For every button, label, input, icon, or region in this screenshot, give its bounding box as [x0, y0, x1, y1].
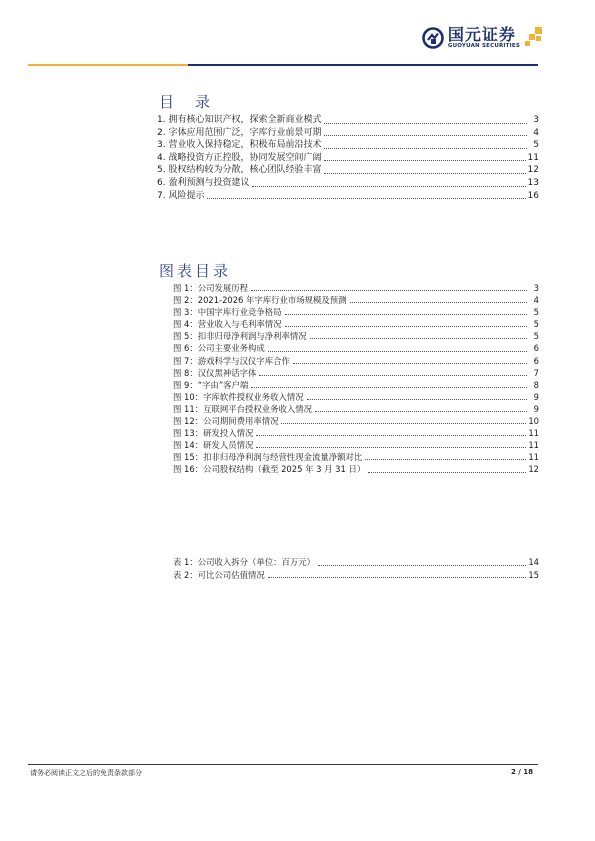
toc-entry-label: 5. 股权结构较为分散，核心团队经验丰富	[157, 165, 322, 176]
figure-entry-label: 图 13：研发投入情况	[173, 428, 254, 439]
figure-entry-label: 图 4：营业收入与毛利率情况	[173, 319, 282, 330]
table-entry-page: 15	[528, 569, 539, 580]
figure-entry[interactable]	[173, 379, 539, 391]
toc-entry-page: 4	[533, 127, 539, 138]
figures-list	[173, 282, 539, 476]
figure-entry-label: 图 5：扣非归母净利润与净利率情况	[173, 331, 307, 342]
figure-entry-page: 11	[528, 440, 539, 451]
figure-entry-page: 6	[533, 343, 539, 354]
figure-entry[interactable]	[173, 306, 539, 318]
figure-entry-page: 5	[533, 331, 539, 342]
table-entry[interactable]	[173, 556, 539, 569]
toc-entry-label: 2. 字体应用范围广泛，字库行业前景可期	[157, 127, 322, 138]
footer-divider	[28, 764, 538, 765]
figure-entry-label: 图 11：互联网平台授权业务收入情况	[173, 403, 312, 414]
company-logo	[422, 23, 543, 53]
figure-entry[interactable]	[173, 439, 539, 451]
figure-entry[interactable]	[173, 355, 539, 367]
figure-entry-label: 图 2：2021-2026 年字库行业市场规模及预测	[173, 295, 347, 306]
toc-list	[157, 114, 539, 202]
dot-leader	[268, 351, 527, 352]
dot-leader	[251, 387, 527, 388]
toc-entry[interactable]	[157, 164, 539, 177]
page-number: 2 / 18	[510, 768, 533, 776]
toc-title: 目 录	[159, 93, 214, 111]
toc-entry-label: 6. 盈利预测与投资建议	[157, 177, 250, 188]
toc-entry[interactable]	[157, 114, 539, 127]
footer-disclaimer: 请务必阅读正文之后的免责条款部分	[30, 769, 142, 777]
toc-entry[interactable]	[157, 190, 539, 203]
toc-entry[interactable]	[157, 152, 539, 165]
figure-entry-label: 图 9：“字由”客户端	[173, 379, 249, 390]
figure-entry-page: 6	[533, 355, 539, 366]
logo-squares-icon	[523, 27, 543, 49]
table-entry-label: 表 2：可比公司估值情况	[173, 569, 265, 580]
dot-leader	[256, 435, 526, 436]
toc-entry-page: 3	[533, 115, 539, 125]
logo-english-name: GUOYUAN SECURITIES	[447, 43, 520, 49]
dot-leader	[324, 173, 525, 174]
dot-leader	[324, 148, 527, 149]
figure-entry-page: 7	[533, 367, 539, 378]
toc-entry[interactable]	[157, 127, 539, 140]
dot-leader	[256, 447, 526, 448]
figures-title: 图表目录	[159, 262, 232, 280]
dot-leader	[285, 314, 528, 315]
figure-entry-page: 10	[528, 416, 539, 427]
dot-leader	[259, 375, 527, 376]
figure-entry[interactable]	[173, 391, 539, 403]
dot-leader	[324, 123, 527, 124]
dot-leader	[285, 326, 528, 327]
figure-entry[interactable]	[173, 342, 539, 354]
toc-entry-page: 12	[527, 165, 539, 176]
toc-entry[interactable]	[157, 177, 539, 190]
figure-entry-page: 4	[533, 295, 539, 306]
dot-leader	[350, 302, 527, 303]
figure-entry-page: 9	[533, 391, 539, 402]
figure-entry[interactable]	[173, 403, 539, 415]
figure-entry[interactable]	[173, 415, 539, 427]
figure-entry-page: 8	[533, 379, 539, 390]
figure-entry-page: 12	[528, 464, 539, 475]
dot-leader	[307, 399, 527, 400]
guoyuan-logo-icon	[422, 27, 444, 49]
figure-entry-label: 图 15：扣非归母净利润与经营性现金流量净额对比	[173, 452, 363, 463]
dot-leader	[207, 198, 525, 199]
dot-leader	[324, 160, 525, 161]
dot-leader	[315, 411, 527, 412]
figure-entry[interactable]	[173, 294, 539, 306]
table-entry-page: 14	[528, 557, 539, 567]
dot-leader	[324, 135, 527, 136]
figure-entry[interactable]	[173, 463, 539, 475]
figure-entry-label: 图 10：字库软件授权业务收入情况	[173, 391, 304, 402]
dot-leader	[318, 565, 526, 566]
dot-leader	[281, 423, 526, 424]
figure-entry-page: 3	[533, 283, 539, 293]
toc-entry-page: 11	[527, 152, 539, 163]
toc-entry-label: 1. 拥有核心知识产权，探索全新商业模式	[157, 115, 322, 125]
toc-entry-page: 16	[527, 190, 539, 201]
toc-entry-page: 13	[527, 177, 539, 188]
figure-entry-label: 图 6：公司主要业务构成	[173, 343, 265, 354]
dot-leader	[252, 186, 525, 187]
figure-entry[interactable]	[173, 427, 539, 439]
toc-entry-label: 3. 营业收入保持稳定，积极布局前沿技术	[157, 140, 322, 151]
dot-leader	[251, 290, 527, 291]
figure-entry[interactable]	[173, 282, 539, 294]
figure-entry[interactable]	[173, 330, 539, 342]
table-entry[interactable]	[173, 569, 539, 582]
logo-chinese-name: 国元证券	[447, 25, 516, 44]
figure-entry-page: 11	[528, 428, 539, 439]
tables-list	[173, 556, 539, 581]
dot-leader	[365, 459, 526, 460]
figure-entry[interactable]	[173, 367, 539, 379]
dot-leader	[368, 472, 526, 473]
figure-entry-page: 9	[533, 403, 539, 414]
table-entry-label: 表 1：公司收入拆分（单位：百万元）	[173, 557, 315, 567]
figure-entry[interactable]	[173, 451, 539, 463]
figure-entry-label: 图 3：中国字库行业竞争格局	[173, 307, 282, 318]
dot-leader	[293, 363, 527, 364]
dot-leader	[268, 577, 527, 578]
dot-leader	[310, 338, 527, 339]
figure-entry-label: 图 16：公司股权结构（截至 2025 年 3 月 31 日）	[173, 464, 366, 475]
header-divider-accent	[28, 64, 188, 66]
figure-entry-label: 图 14：研发人员情况	[173, 440, 254, 451]
figure-entry-page: 5	[533, 307, 539, 318]
toc-entry-page: 5	[533, 140, 539, 151]
toc-entry[interactable]	[157, 139, 539, 152]
page-header	[0, 0, 595, 70]
figure-entry-page: 5	[533, 319, 539, 330]
figure-entry-label: 图 8：汉仪黑神话字体	[173, 367, 257, 378]
figure-entry[interactable]	[173, 318, 539, 330]
figure-entry-label: 图 7：游戏科学与汉仪字库合作	[173, 355, 290, 366]
figure-entry-label: 图 12：公司期间费用率情况	[173, 416, 279, 427]
toc-entry-label: 7. 风险提示	[157, 190, 205, 201]
figure-entry-page: 11	[528, 452, 539, 463]
toc-entry-label: 4. 战略投资方正控股，协同发展空间广阔	[157, 152, 322, 163]
figure-entry-label: 图 1：公司发展历程	[173, 283, 248, 293]
